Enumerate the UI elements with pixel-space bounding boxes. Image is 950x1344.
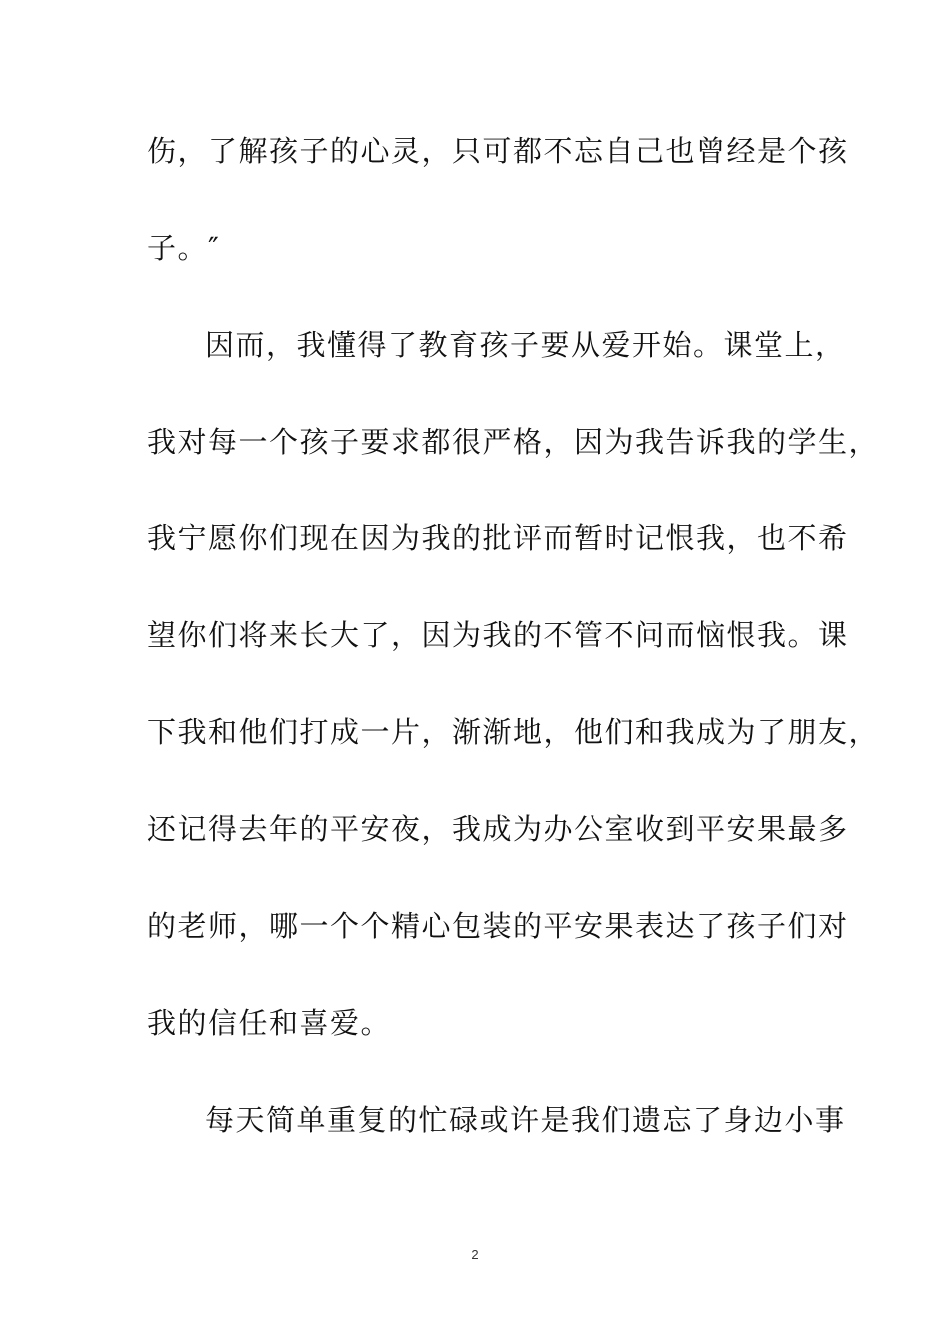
text-line-6: 望你们将来长大了，因为我的不管不问而恼恨我。课 (147, 618, 849, 652)
text-line-11: 每天简单重复的忙碌或许是我们遗忘了身边小事 (205, 1103, 846, 1137)
text-line-1: 伤，了解孩子的心灵，只可都不忘自己也曾经是个孩 (147, 134, 849, 168)
page-number: 2 (471, 1247, 479, 1262)
text-line-2: 子。″ (147, 231, 221, 265)
text-line-10: 我的信任和喜爱。 (147, 1006, 392, 1040)
text-line-3: 因而，我懂得了教育孩子要从爱开始。课堂上， (205, 328, 846, 362)
text-line-7: 下我和他们打成一片，渐渐地，他们和我成为了朋友， (147, 715, 880, 749)
text-line-9: 的老师，哪一个个精心包装的平安果表达了孩子们对 (147, 909, 849, 943)
text-line-5: 我宁愿你们现在因为我的批评而暂时记恨我，也不希 (147, 521, 849, 555)
text-line-4: 我对每一个孩子要求都很严格，因为我告诉我的学生， (147, 425, 880, 459)
text-line-8: 还记得去年的平安夜，我成为办公室收到平安果最多 (147, 812, 849, 846)
